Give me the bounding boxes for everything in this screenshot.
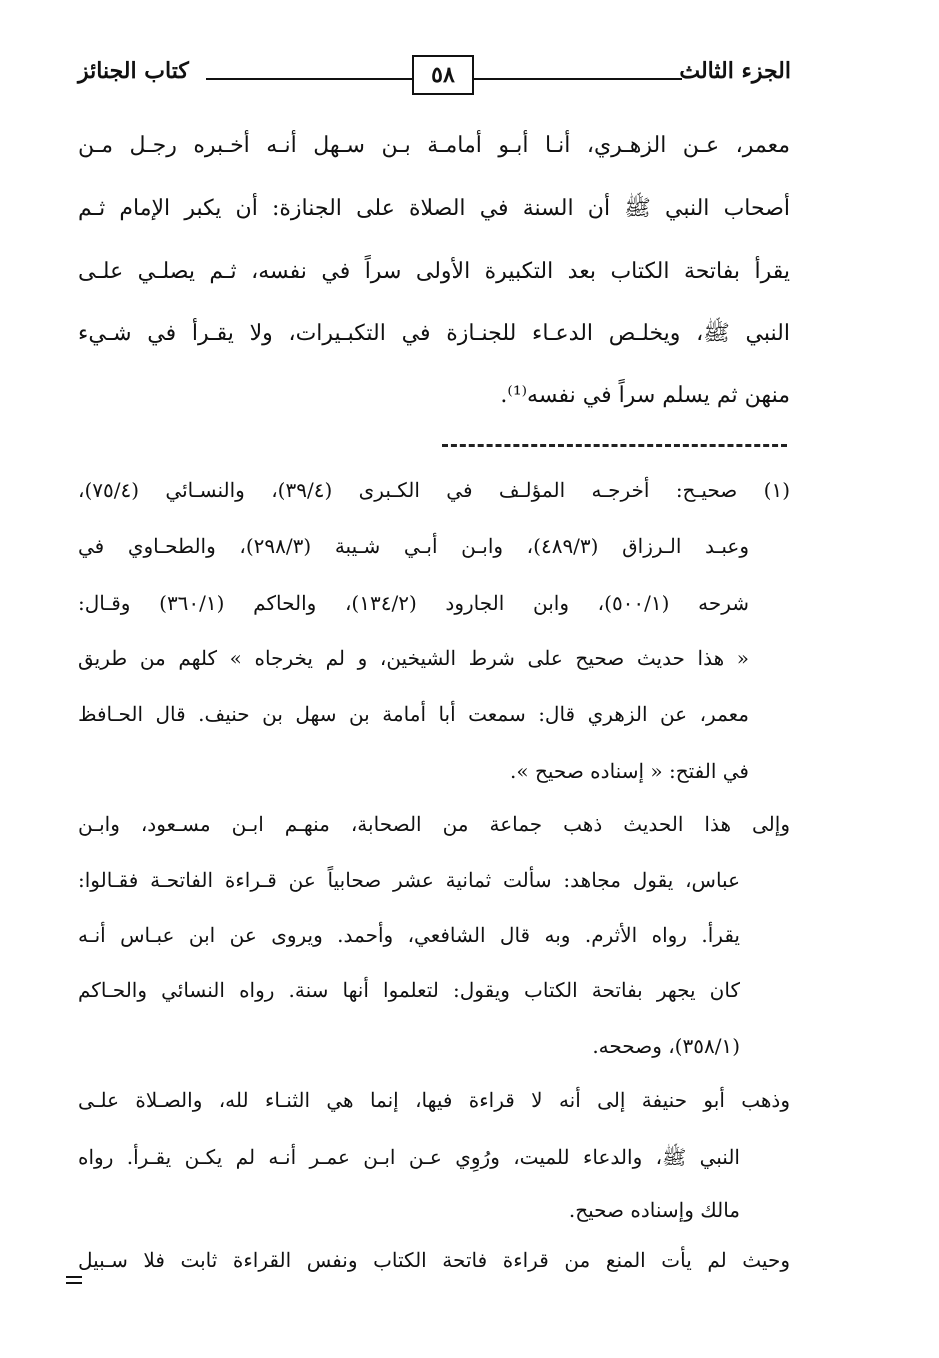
footnote-line: شرحه (٥٠٠/١)، وابن الجارود (١٣٤/٢)، والحاكم (٣٦٠/١) وقـال: — [78, 591, 749, 615]
paragraph-line: وإلى هذا الحديث ذهب جماعة من الصحابة، منهـم ابـن مسـعود، وابـن — [78, 812, 790, 836]
paragraph-line: النبي ﷺ، والدعاء للميت، ورُوِي عـن ابـن عمـر أنـه لم يكـن يقـرأ. رواه — [78, 1145, 740, 1169]
paragraph-line-last: مالك وإسناده صحيح. — [568, 1198, 740, 1222]
footnote-line-last: في الفتح: « إسناده صحيح ». — [510, 759, 749, 783]
paragraph-line: وذهب أبو حنيفة إلى أنه لا قراءة فيها، إنما هي الثنـاء لله، والصـلاة علـى — [78, 1088, 790, 1112]
page-number: ٥٨ — [412, 55, 474, 95]
header-rule-right — [474, 78, 682, 80]
body-line: معمر، عـن الزهـري، أنـا أبـو أمامـة بـن سـهل أنـه أخـبره رجـل مـن — [78, 133, 790, 158]
footnote-separator — [442, 444, 787, 447]
body-line: يقرأ بفاتحة الكتاب بعد التكبيرة الأولى سراً في نفسه، ثـم يصلـي علـى — [78, 259, 790, 284]
paragraph-line: كان يجهر بفاتحة الكتاب ويقول: لتعلموا أنها سنة. رواه النسائي والحـاكم — [78, 978, 740, 1002]
footnote-line: وعبـد الـرزاق (٤٨٩/٣)، وابـن أبـي شـيبة (٢٩٨/٣)، والطحـاوي في — [78, 534, 749, 558]
body-line-last: منهن ثم يسلم سراً في نفسه⁽¹⁾. — [500, 383, 790, 408]
body-line: النبي ﷺ، ويخلـص الدعـاء للجنـازة في التكبـيرات، ولا يقـرأ في شـيء — [78, 321, 790, 346]
footnote-line: معمر، عن الزهري قال: سمعت أبا أمامة بن سهل بن حنيف. قال الحـافظ — [78, 702, 749, 726]
continuation-mark — [66, 1276, 82, 1288]
running-head-volume: الجزء الثالث — [679, 58, 791, 84]
paragraph-line: وحيث لم يأت المنع من قراءة فاتحة الكتاب ونفس القراءة ثابت فلا سـبيل — [78, 1248, 790, 1272]
footnote-line: « هذا حديث صحيح على شرط الشيخين، و لم يخرجاه » كلهم من طريق — [78, 646, 749, 670]
footnote-line: (١) صحيـح: أخرجـه المؤلـف في الكـبرى (٣٩/٤)، والنسـائي (٧٥/٤)، — [78, 478, 790, 502]
paragraph-line: عباس، يقول مجاهد: سألت ثمانية عشر صحابياً عن قـراءة الفاتحـة فقـالوا: — [78, 868, 740, 892]
running-head-book-title: كتاب الجنائز — [78, 58, 189, 84]
paragraph-line: يقرأ. رواه الأثرم. وبه قال الشافعي، وأحمد. ويروى عن ابن عبـاس أنـه — [78, 923, 740, 947]
body-line: أصحاب النبي ﷺ أن السنة في الصلاة على الجنازة: أن يكبر الإمام ثـم — [78, 196, 790, 221]
header-rule-left — [206, 78, 412, 80]
paragraph-line-last: (٣٥٨/١)، وصححه. — [592, 1034, 740, 1058]
